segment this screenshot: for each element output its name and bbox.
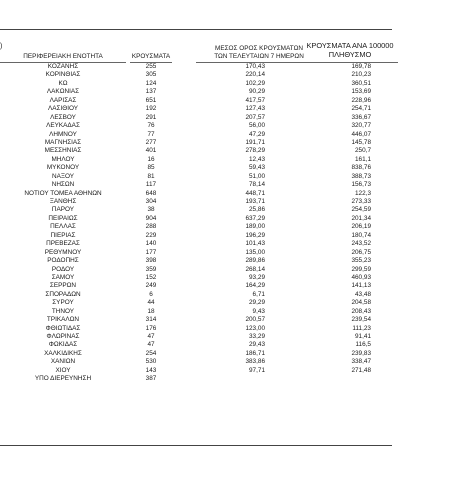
region-cell: ΜΗΛΟΥ [51,155,75,163]
per-100k-cell: 206,75 [351,248,371,256]
per-100k-cell: 201,34 [351,214,371,222]
per-100k-cell: 254,71 [351,105,371,113]
cases-cell: 249 [145,282,157,290]
cases-cell: 38 [147,206,155,214]
per-100k-cell: 180,74 [351,231,371,239]
avg-7day-cell: 268,14 [245,265,265,273]
table-row [0,139,468,147]
table-row [0,223,468,231]
table-row [0,299,468,307]
per-100k-cell: 145,78 [351,138,371,146]
top-rule [0,29,392,30]
avg-7day-cell: 164,29 [245,282,265,290]
cases-cell: 117 [145,181,157,189]
table-row [0,240,468,248]
table-row [0,215,468,223]
header-per-100k [296,41,404,59]
cases-cell: 47 [147,333,155,340]
region-cell: ΥΠΟ ΔΙΕΡΕΥΝΗΣΗ [34,375,92,383]
cases-cell: 401 [145,147,157,155]
region-cell: ΚΩ [58,79,68,87]
per-100k-cell: 838,76 [351,164,371,172]
table-row [0,181,468,189]
cases-cell: 6 [149,290,153,298]
region-cell: ΧΑΛΚΙΔΙΚΗΣ [44,349,82,357]
header-avg-line1: ΜΕΣΟΣ ΟΡΟΣ ΚΡΟΥΣΜΑΤΩΝ [215,45,303,52]
region-cell: ΣΑΜΟΥ [51,273,75,281]
region-cell: ΡΟΔΟΥ [51,265,75,273]
header-avg-line2: ΤΩΝ ΤΕΛΕΥΤΑΙΩΝ 7 ΗΜΕΡΩΝ [214,53,304,60]
region-cell: ΧΙΟΥ [55,366,71,374]
table-row [0,105,468,113]
table-row [0,147,468,155]
cases-cell: 85 [147,164,155,172]
cases-cell: 904 [145,214,157,222]
table-row [0,282,468,290]
avg-7day-cell: 417,57 [245,96,265,104]
cases-cell: 530 [145,358,157,366]
table-row [0,131,468,139]
cases-cell: 77 [147,130,155,138]
avg-7day-cell: 6,71 [252,290,265,298]
table-row [0,266,468,274]
per-100k-cell: 208,43 [351,307,371,315]
table-row [0,358,468,366]
cases-cell: 192 [145,105,157,113]
region-cell: ΛΑΡΙΣΑΣ [49,96,77,104]
table-row [0,350,468,358]
cases-cell: 288 [145,223,157,231]
per-100k-cell: 204,58 [351,299,371,307]
cases-cell: 277 [145,138,157,146]
region-cell: ΣΠΟΡΑΔΩΝ [45,290,81,298]
avg-7day-cell: 448,71 [245,189,265,197]
cases-cell: 291 [145,113,157,121]
per-100k-cell: 43,48 [355,290,371,298]
avg-7day-cell: 170,43 [245,63,265,70]
table-row [0,164,468,172]
region-cell: ΡΟΔΟΠΗΣ [47,257,79,265]
per-100k-cell: 320,77 [351,122,371,130]
table-row [0,122,468,130]
per-100k-cell: 336,67 [351,113,371,121]
region-cell: ΠΡΕΒΕΖΑΣ [46,240,80,248]
region-cell: ΚΟΡΙΝΘΙΑΣ [45,71,81,79]
table-row [0,232,468,240]
data-table-body [0,63,468,384]
avg-7day-cell: 135,00 [245,248,265,256]
table-row [0,88,468,96]
avg-7day-cell: 196,29 [245,231,265,239]
table-row [0,325,468,333]
avg-7day-cell: 12,43 [249,155,265,163]
cases-cell: 359 [145,265,157,273]
cases-cell: 44 [147,299,155,307]
per-100k-cell: 239,83 [351,349,371,357]
per-100k-cell: 111,23 [352,324,371,332]
avg-7day-cell: 186,71 [245,349,265,357]
region-cell: ΜΑΓΝΗΣΙΑΣ [44,138,82,146]
table-row [0,156,468,164]
table-row [0,274,468,282]
avg-7day-cell: 127,43 [245,105,265,113]
cases-cell: 398 [145,257,157,265]
region-cell: ΝΑΞΟΥ [51,172,75,180]
avg-7day-cell: 191,71 [245,138,265,146]
cases-cell: 255 [145,63,157,70]
table-row [0,71,468,79]
cases-cell: 76 [147,122,155,130]
per-100k-cell: 243,52 [351,240,371,248]
header-region: ΠΕΡΙΦΕΡΕΙΑΚΗ ΕΝΟΤΗΤΑ [23,53,103,60]
per-100k-cell: 228,96 [351,96,371,104]
per-100k-cell: 360,51 [351,79,371,87]
avg-7day-cell: 200,57 [245,316,265,324]
cases-cell: 16 [147,155,155,163]
cases-cell: 124 [145,79,157,87]
per-100k-cell: 116,5 [355,341,371,349]
region-cell: ΛΑΣΙΘΙΟΥ [47,105,79,113]
region-cell: ΤΗΝΟΥ [51,307,75,315]
cases-cell: 651 [145,96,157,104]
cases-cell: 152 [145,273,157,281]
region-cell: ΣΕΡΡΩΝ [49,282,77,290]
region-cell: ΡΕΘΥΜΝΟΥ [44,248,82,256]
table-row [0,316,468,324]
per-100k-cell: 355,23 [351,257,371,265]
per-100k-cell: 338,47 [351,358,371,366]
per-100k-cell: 254,59 [351,206,371,214]
avg-7day-cell: 25,86 [249,206,265,214]
table-row [0,198,468,206]
region-cell: ΦΩΚΙΔΑΣ [48,341,78,349]
avg-7day-cell: 207,57 [245,113,265,121]
region-cell: ΛΗΜΝΟΥ [49,130,77,138]
avg-7day-cell: 47,29 [249,130,265,138]
per-100k-cell: 210,23 [351,71,371,79]
per-100k-cell: 250,7 [355,147,371,155]
cases-cell: 648 [145,189,157,197]
avg-7day-cell: 637,29 [245,214,265,222]
per-100k-cell: 91,41 [355,333,371,340]
table-row [0,206,468,214]
cases-cell: 18 [147,307,155,315]
region-cell: ΛΕΣΒΟΥ [50,113,76,121]
bottom-rule [0,445,392,446]
avg-7day-cell: 78,14 [249,181,265,189]
avg-7day-cell: 189,00 [245,223,265,231]
header-cases: ΚΡΟΥΣΜΑΤΑ [131,53,171,60]
per-100k-cell: 161,1 [355,155,371,163]
table-row [0,341,468,349]
avg-7day-cell: 29,43 [249,341,265,349]
per-100k-cell: 141,13 [351,282,371,290]
table-row [0,308,468,316]
cases-cell: 176 [145,324,157,332]
region-cell: ΦΛΩΡΙΝΑΣ [46,333,80,340]
avg-7day-cell: 51,00 [249,172,265,180]
per-100k-cell: 122,3 [355,189,371,197]
table-row [0,333,468,341]
avg-7day-cell: 220,14 [245,71,265,79]
cases-cell: 81 [147,172,155,180]
table-row [0,63,468,71]
cases-cell: 137 [145,88,157,96]
region-cell: ΠΕΙΡΑΙΩΣ [48,214,78,222]
region-cell: ΚΟΖΑΝΗΣ [47,63,79,70]
per-100k-cell: 169,78 [351,63,371,70]
region-cell: ΤΡΙΚΑΛΩΝ [46,316,80,324]
region-cell: ΠΑΡΟΥ [51,206,75,214]
per-100k-cell: 299,59 [351,265,371,273]
avg-7day-cell: 97,71 [249,366,265,374]
cases-cell: 143 [145,366,157,374]
cases-cell: 177 [145,248,157,256]
region-cell: ΛΑΚΩΝΙΑΣ [46,88,80,96]
avg-7day-cell: 102,29 [245,79,265,87]
table-row [0,97,468,105]
per-100k-cell: 156,73 [351,181,371,189]
per-100k-cell: 206,19 [351,223,371,231]
region-cell: ΝΟΤΙΟΥ ΤΟΜΕΑ ΑΘΗΝΩΝ [24,189,102,197]
header-per-line1: ΚΡΟΥΣΜΑΤΑ ΑΝΑ 100000 [306,41,394,50]
cases-cell: 47 [147,341,155,349]
table-row [0,190,468,198]
per-100k-cell: 239,54 [351,316,371,324]
table-row [0,249,468,257]
avg-7day-cell: 193,71 [245,198,265,205]
avg-7day-cell: 9,43 [252,307,265,315]
per-100k-cell: 460,93 [351,273,371,281]
cases-cell: 305 [145,71,157,79]
region-cell: ΜΕΣΣΗΝΙΑΣ [44,147,82,155]
region-cell: ΞΑΝΘΗΣ [49,198,77,205]
table-row [0,367,468,375]
avg-7day-cell: 29,29 [249,299,265,307]
region-cell: ΝΗΣΩΝ [51,181,75,189]
avg-7day-cell: 278,29 [245,147,265,155]
per-100k-cell: 271,48 [351,366,371,374]
table-row [0,80,468,88]
region-cell: ΛΕΥΚΑΔΑΣ [46,122,80,130]
region-cell: ΜΥΚΟΝΟΥ [46,164,80,172]
table-row [0,173,468,181]
per-100k-cell: 273,33 [351,198,371,205]
header-per-line2: ΠΛΗΘΥΣΜΟ [328,50,372,59]
cases-cell: 387 [145,375,157,383]
cases-cell: 304 [145,198,157,205]
avg-7day-cell: 56,00 [249,122,265,130]
avg-7day-cell: 383,86 [245,358,265,366]
cases-cell: 254 [145,349,157,357]
header-paren: ) [0,43,3,50]
avg-7day-cell: 59,43 [249,164,265,172]
region-cell: ΧΑΝΙΩΝ [50,358,76,366]
cases-cell: 314 [145,316,157,324]
table-row [0,257,468,265]
avg-7day-cell: 90,29 [249,88,265,96]
table-row [0,291,468,299]
cases-cell: 140 [145,240,157,248]
table-row [0,114,468,122]
region-cell: ΠΕΛΛΑΣ [50,223,76,231]
table-row [0,375,468,383]
per-100k-cell: 153,69 [351,88,371,96]
region-cell: ΦΘΙΩΤΙΔΑΣ [45,324,81,332]
avg-7day-cell: 123,00 [245,324,265,332]
cases-cell: 229 [145,231,157,239]
per-100k-cell: 446,07 [351,130,371,138]
avg-7day-cell: 33,29 [249,333,265,340]
avg-7day-cell: 93,29 [249,273,265,281]
per-100k-cell: 388,73 [351,172,371,180]
avg-7day-cell: 101,43 [245,240,265,248]
region-cell: ΣΥΡΟΥ [52,299,74,307]
region-cell: ΠΙΕΡΙΑΣ [50,231,76,239]
avg-7day-cell: 289,86 [245,257,265,265]
